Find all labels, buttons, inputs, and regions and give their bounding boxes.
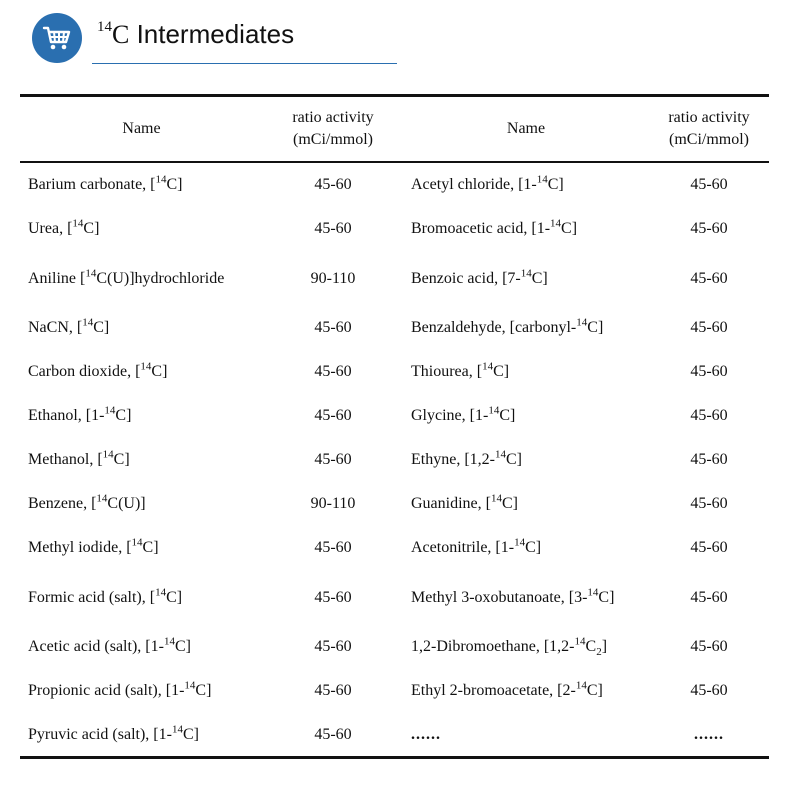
left-name-cell: Aniline [$^{14}$C(U)]hydrochloride [28, 267, 225, 287]
table-body [20, 163, 769, 756]
header-activity-left: ratio activity (mCi/mmol) [263, 97, 403, 161]
table-row [20, 625, 769, 669]
left-activity-cell: 45-60 [314, 363, 352, 380]
right-activity-cell: 45-60 [690, 451, 728, 468]
right-name-cell: Acetyl chloride, [1-$^{14}$C] [411, 173, 564, 193]
left-name-cell: Benzene, [$^{14}$C(U)] [28, 492, 146, 512]
right-name-cell: Ethyne, [1,2-$^{14}$C] [411, 448, 522, 468]
left-name-cell: Formic acid (salt), [$^{14}$C] [28, 586, 183, 606]
page-header [0, 0, 785, 70]
page-title: $^{14}$C Intermediates [97, 19, 295, 49]
left-name-cell: Acetic acid (salt), [1-$^{14}$C] [28, 635, 191, 655]
table-row [20, 251, 769, 306]
header-activity-right: ratio activity (mCi/mmol) [668, 109, 750, 148]
right-activity-cell: 45-60 [690, 269, 728, 287]
table-row [20, 163, 769, 207]
left-name-cell: Urea, [$^{14}$C] [28, 217, 100, 237]
intermediates-table [20, 94, 769, 759]
right-activity-cell: 45-60 [690, 220, 728, 237]
left-activity-cell: 45-60 [314, 725, 352, 743]
table-row [20, 713, 769, 756]
left-activity-cell: 45-60 [314, 638, 352, 655]
left-name-cell: Barium carbonate, [$^{14}$C] [28, 173, 183, 193]
header-name-right: Name [403, 97, 649, 161]
right-name-cell: Guanidine, [$^{14}$C] [411, 492, 518, 512]
right-name-cell: Glycine, [1-$^{14}$C] [411, 404, 516, 424]
table-row [20, 306, 769, 350]
right-name-cell: Benzaldehyde, [carbonyl-$^{14}$C] [411, 316, 604, 336]
left-activity-cell: 45-60 [314, 176, 352, 193]
table-row [20, 570, 769, 625]
header-name-left: Name [20, 97, 263, 161]
table-row [20, 438, 769, 482]
left-activity-cell: 90-110 [310, 495, 356, 512]
right-activity-cell: ...... [694, 725, 724, 743]
table-row [20, 350, 769, 394]
right-activity-cell: 45-60 [690, 539, 728, 556]
right-name-cell: Bromoacetic acid, [1-$^{14}$C] [411, 217, 578, 237]
title-underline [92, 63, 397, 64]
right-name-cell: Thiourea, [$^{14}$C] [411, 360, 510, 380]
left-activity-cell: 45-60 [314, 220, 352, 237]
left-activity-cell: 45-60 [314, 451, 352, 468]
table-row [20, 526, 769, 570]
left-activity-cell: 45-60 [314, 682, 352, 699]
right-activity-cell: 45-60 [690, 407, 728, 424]
left-name-cell: Methanol, [$^{14}$C] [28, 448, 130, 468]
right-activity-cell: 45-60 [690, 176, 728, 193]
left-activity-cell: 90-110 [310, 269, 356, 287]
right-activity-cell: 45-60 [690, 682, 728, 699]
table-row [20, 207, 769, 251]
shopping-cart-icon [42, 24, 72, 52]
table-row [20, 394, 769, 438]
right-activity-cell: 45-60 [690, 363, 728, 380]
left-name-cell: Pyruvic acid (salt), [1-$^{14}$C] [28, 723, 199, 743]
left-name-cell: NaCN, [$^{14}$C] [28, 316, 110, 336]
right-name-cell: Methyl 3-oxobutanoate, [3-$^{14}$C] [411, 586, 615, 606]
right-activity-cell: 45-60 [690, 638, 728, 655]
right-name-cell: Benzoic acid, [7-$^{14}$C] [411, 267, 548, 287]
left-name-cell: Carbon dioxide, [$^{14}$C] [28, 360, 168, 380]
left-activity-cell: 45-60 [314, 407, 352, 424]
right-name-cell: 1,2-Dibromoethane, $[1,2-^{14}C_2]$ [411, 635, 608, 659]
left-activity-cell: 45-60 [314, 588, 352, 606]
left-activity-cell: 45-60 [314, 539, 352, 556]
left-name-cell: Methyl iodide, [$^{14}$C] [28, 536, 159, 556]
right-activity-cell: 45-60 [690, 588, 728, 606]
cart-badge[interactable] [32, 13, 82, 63]
table-header-row [20, 97, 769, 163]
right-name-cell: ...... [411, 725, 441, 743]
table-row [20, 669, 769, 713]
right-activity-cell: 45-60 [690, 319, 728, 336]
right-name-cell: Acetonitrile, [1-$^{14}$C] [411, 536, 542, 556]
title-isotope: $^{14}$C [97, 19, 130, 49]
left-activity-cell: 45-60 [314, 319, 352, 336]
table-row [20, 482, 769, 526]
right-activity-cell: 45-60 [690, 495, 728, 512]
left-name-cell: Propionic acid (salt), [1-$^{14}$C] [28, 679, 212, 699]
right-name-cell: Ethyl 2-bromoacetate, [2-$^{14}$C] [411, 679, 603, 699]
left-name-cell: Ethanol, [1-$^{14}$C] [28, 404, 132, 424]
